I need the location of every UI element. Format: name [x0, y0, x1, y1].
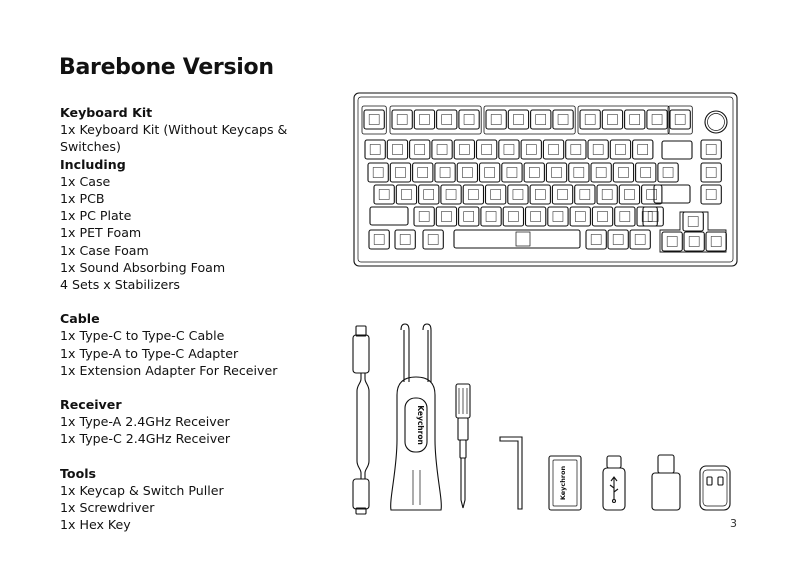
key-outline — [480, 163, 500, 182]
switch-socket — [553, 212, 563, 222]
list-item: 1x Case Foam — [60, 242, 149, 258]
cable-icon — [353, 326, 369, 514]
list-item: 1x Screwdriver — [60, 500, 155, 516]
switch-socket — [424, 190, 434, 200]
switch-socket — [688, 217, 698, 227]
switch-socket — [491, 115, 501, 125]
switch-socket — [486, 212, 496, 222]
section-heading: Including — [60, 156, 126, 172]
switch-socket — [635, 235, 645, 245]
key-outline — [459, 207, 479, 226]
key-outline — [392, 110, 412, 129]
key-outline — [636, 163, 656, 182]
list-item: 1x Type-C to Type-C Cable — [60, 328, 225, 344]
page-number: 3 — [730, 517, 737, 530]
key-outline — [552, 185, 572, 204]
key-outline — [414, 110, 434, 129]
switch-socket — [529, 168, 539, 178]
key-outline — [530, 185, 550, 204]
switch-socket — [613, 235, 623, 245]
switch-socket — [535, 190, 545, 200]
switch-socket — [558, 190, 568, 200]
switch-socket — [647, 190, 657, 200]
list-item: 1x Type-A to Type-C Adapter — [60, 345, 239, 361]
key-outline — [432, 140, 452, 159]
switch-socket — [711, 237, 721, 247]
switch-socket — [552, 168, 562, 178]
key-outline — [508, 185, 528, 204]
key-outline — [546, 163, 566, 182]
list-item: 1x Sound Absorbing Foam — [60, 259, 226, 275]
switch-socket — [482, 145, 492, 155]
key-outline — [365, 140, 385, 159]
switch-socket — [580, 190, 590, 200]
switch-socket — [513, 190, 523, 200]
switch-socket — [513, 115, 523, 125]
key-outline — [701, 185, 721, 204]
key-outline — [437, 110, 457, 129]
key-outline — [414, 207, 434, 226]
key-outline — [364, 110, 384, 129]
key-outline — [521, 140, 541, 159]
switch-socket — [401, 190, 411, 200]
key-outline — [368, 163, 388, 182]
hex-key-icon — [500, 437, 522, 509]
switch-socket — [507, 168, 517, 178]
type-c-receiver-icon — [603, 456, 625, 510]
key-outline — [575, 185, 595, 204]
switch-socket — [598, 212, 608, 222]
switch-socket — [575, 212, 585, 222]
switch-socket — [638, 145, 648, 155]
key-outline — [701, 163, 721, 182]
key-outline — [410, 140, 430, 159]
switch-socket — [400, 235, 410, 245]
key-outline — [610, 140, 630, 159]
switch-socket — [531, 212, 541, 222]
key-outline — [642, 185, 662, 204]
type-a-receiver-icon — [700, 466, 730, 510]
switch-socket — [418, 168, 428, 178]
switch-socket — [624, 190, 634, 200]
list-item: 1x Hex Key — [60, 517, 131, 533]
key-outline — [597, 185, 617, 204]
switch-socket — [706, 145, 716, 155]
key-outline — [548, 207, 568, 226]
switch-socket — [602, 190, 612, 200]
key-outline — [613, 163, 633, 182]
key-outline — [701, 140, 721, 159]
switch-socket — [585, 115, 595, 125]
key-outline — [503, 207, 523, 226]
switch-socket — [675, 115, 685, 125]
switch-socket — [373, 168, 383, 178]
key-outline — [662, 232, 682, 251]
switch-socket — [641, 168, 651, 178]
key-outline — [586, 230, 606, 249]
switch-socket — [593, 145, 603, 155]
list-item: 1x Type-A 2.4GHz Receiver — [60, 414, 230, 430]
key-outline — [499, 140, 519, 159]
keyboard-kit-icon — [354, 93, 737, 266]
key-outline — [419, 185, 439, 204]
key-outline — [457, 163, 477, 182]
switch-socket — [689, 237, 699, 247]
switch-socket — [442, 115, 452, 125]
list-item: 1x Type-C 2.4GHz Receiver — [60, 431, 231, 447]
switch-socket — [630, 115, 640, 125]
key-outline — [524, 163, 544, 182]
section-heading: Keyboard Kit — [60, 105, 153, 120]
key-outline — [441, 185, 461, 204]
key-outline — [396, 185, 416, 204]
key-outline — [684, 232, 704, 251]
key-outline — [387, 140, 407, 159]
switch-socket — [491, 190, 501, 200]
key-outline — [633, 140, 653, 159]
key-outline — [569, 163, 589, 182]
key-outline — [435, 163, 455, 182]
key-outline — [436, 207, 456, 226]
switch-socket — [464, 212, 474, 222]
key-outline — [553, 110, 573, 129]
switch-socket — [441, 212, 451, 222]
key-outline — [625, 110, 645, 129]
key-outline — [608, 230, 628, 249]
key-outline — [647, 110, 667, 129]
key-outline — [592, 207, 612, 226]
key-outline — [463, 185, 483, 204]
switch-socket — [459, 145, 469, 155]
switch-socket — [392, 145, 402, 155]
type-a-to-type-c-adapter-icon — [652, 455, 680, 510]
switch-socket — [419, 212, 429, 222]
switch-socket — [397, 115, 407, 125]
adapter-brand-text: Keychron — [559, 465, 567, 501]
switch-socket — [642, 212, 652, 222]
key-outline — [477, 140, 497, 159]
key-outline — [580, 110, 600, 129]
switch-socket — [370, 145, 380, 155]
switch-socket — [536, 115, 546, 125]
key-outline — [374, 185, 394, 204]
key-outline — [543, 140, 563, 159]
switch-socket — [558, 115, 568, 125]
key-outline — [526, 207, 546, 226]
page-title: Barebone Version — [59, 55, 274, 80]
switch-socket — [549, 145, 559, 155]
key-outline — [531, 110, 551, 129]
list-item: 1x Extension Adapter For Receiver — [60, 362, 278, 378]
list-item: 4 Sets x Stabilizers — [60, 277, 180, 293]
section-heading: Cable — [60, 311, 100, 327]
key-outline — [643, 207, 663, 226]
switch-socket — [663, 168, 673, 178]
switch-socket — [618, 168, 628, 178]
list-item: 1x PC Plate — [60, 208, 132, 224]
key-outline — [658, 163, 678, 182]
key-outline — [486, 185, 506, 204]
screwdriver-icon — [456, 384, 470, 508]
key-outline — [602, 110, 622, 129]
key-outline — [706, 232, 726, 251]
list-item: 1x PET Foam — [60, 225, 142, 241]
key-outline — [369, 230, 389, 249]
key-outline — [502, 163, 522, 182]
key-outline — [637, 207, 657, 226]
key-outline — [588, 140, 608, 159]
switch-socket — [464, 115, 474, 125]
switch-socket — [395, 168, 405, 178]
key-outline — [459, 110, 479, 129]
key-outline — [395, 230, 415, 249]
key-outline — [630, 230, 650, 249]
key-outline — [570, 207, 590, 226]
key-outline — [619, 185, 639, 204]
key-outline — [683, 212, 703, 231]
key-outline — [615, 207, 635, 226]
switch-socket — [468, 190, 478, 200]
switch-socket — [607, 115, 617, 125]
switch-socket — [652, 115, 662, 125]
switch-socket — [667, 237, 677, 247]
key-outline — [454, 140, 474, 159]
switch-socket — [446, 190, 456, 200]
key-outline — [566, 140, 586, 159]
keycap-switch-puller-icon — [391, 324, 442, 510]
list-item: 1x Case — [60, 173, 111, 189]
switch-socket — [706, 190, 716, 200]
switch-socket — [706, 168, 716, 178]
key-outline — [423, 230, 443, 249]
key-outline — [481, 207, 501, 226]
key-outline — [486, 110, 506, 129]
switch-socket — [440, 168, 450, 178]
key-outline — [591, 163, 611, 182]
key-outline — [670, 110, 690, 129]
switch-socket — [571, 145, 581, 155]
switch-socket — [504, 145, 514, 155]
switch-socket — [620, 212, 630, 222]
switch-socket — [591, 235, 601, 245]
switch-socket — [596, 168, 606, 178]
switch-socket — [508, 212, 518, 222]
switch-socket — [415, 145, 425, 155]
switch-socket — [648, 212, 658, 222]
section-heading: Receiver — [60, 397, 122, 413]
key-outline — [413, 163, 433, 182]
list-item: 1x PCB — [60, 191, 105, 207]
section-heading: Tools — [60, 465, 97, 481]
key-outline — [390, 163, 410, 182]
switch-socket — [485, 168, 495, 178]
switch-socket — [374, 235, 384, 245]
switch-socket — [437, 145, 447, 155]
switch-socket — [526, 145, 536, 155]
list-item: 1x Keyboard Kit (Without Keycaps & Switches) — [60, 122, 288, 155]
switch-socket — [615, 145, 625, 155]
key-outline — [508, 110, 528, 129]
switch-socket — [369, 115, 379, 125]
list-item: 1x Keycap & Switch Puller — [60, 482, 224, 498]
switch-socket — [462, 168, 472, 178]
switch-socket — [419, 115, 429, 125]
switch-socket — [428, 235, 438, 245]
switch-socket — [379, 190, 389, 200]
switch-socket — [574, 168, 584, 178]
puller-brand-text: Keychron — [416, 405, 425, 445]
